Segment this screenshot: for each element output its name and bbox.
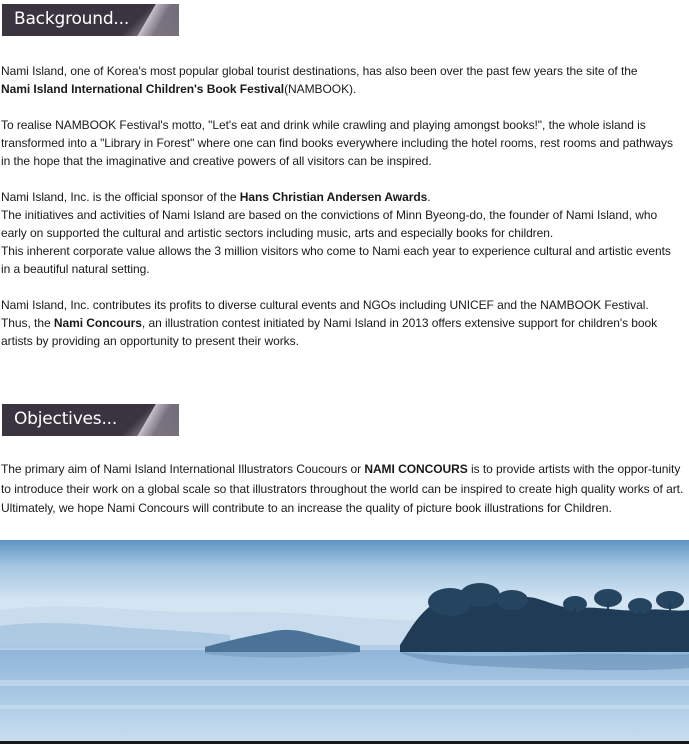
- objectives-heading: Objectives...: [14, 409, 118, 429]
- andersen-awards: Hans Christian Andersen Awards: [239, 190, 428, 204]
- bg-p1-text: Nami Island, one of Korea's most popular global tourist destinations, has also been over the past few years the site of the: [1, 64, 638, 78]
- background-paragraph-1: [1, 62, 689, 98]
- bg-p3-period: .: [427, 190, 431, 204]
- bg-p4-rest: , an illustration contest initiated by Nami Island in 2013 offers extensive support for children's book artists by providing an opportunity to present their works.: [1, 316, 658, 348]
- background-heading: Background...: [14, 9, 130, 29]
- background-paragraph-4: [1, 296, 689, 350]
- festival-name: Nami Island International Children's Book Festival: [1, 82, 285, 96]
- background-heading-banner: [2, 4, 179, 36]
- bg-p1-abbr: (NAMBOOK).: [284, 82, 357, 96]
- bg-p3-value: This inherent corporate value allows the 3 million visitors who come to Nami each year to experience cultural and artistic events in a beautiful natural setting.: [1, 244, 671, 276]
- objectives-heading-banner: [2, 404, 179, 436]
- bg-p3-initiatives: The initiatives and activities of Nami Island are based on the convictions of Minn Byeong-do, the founder of Nami Island, who early on supported the cultural and artistic sectors including music, arts and especially books for children.: [1, 208, 658, 240]
- nami-concours-name: Nami Concours: [53, 316, 142, 330]
- bg-p4-text: Nami Island, Inc. contributes its profits to diverse cultural events and NGOs including UNICEF and the NAMBOOK Festival.: [1, 298, 649, 312]
- bg-p4-thus: Thus, the: [1, 316, 51, 330]
- background-paragraph-2: To realise NAMBOOK Festival's motto, "Let's eat and drink while crawling and playing amongst books!", the whole island is transformed into a "Library in Forest" where one can find books everywhere including the hotel rooms, rest rooms and pathways in the hope that the imaginative and creative powers of all visitors can be inspired.: [1, 118, 673, 168]
- background-paragraph-3: [1, 188, 681, 278]
- nami-concours-caps: NAMI CONCOURS: [364, 462, 468, 476]
- bg-p3-text: Nami Island, Inc. is the official sponsor of the: [1, 190, 237, 204]
- lake-landscape-photo: [0, 540, 689, 742]
- obj-rest: is to provide artists with the oppor-tunity to introduce their work on a global scale so that illustrators throughout the world can be inspired to create high quality works of art. Ultimately, we hope Nami Concours will contribute to an increase the quality of picture book illustrations for Children.: [1, 462, 684, 515]
- objectives-paragraph: [1, 460, 685, 519]
- obj-text: The primary aim of Nami Island International Illustrators Coucours or: [1, 462, 362, 476]
- lake-landscape-illustration: [0, 540, 689, 742]
- banner-accent: [133, 4, 179, 36]
- banner-accent: [133, 404, 179, 436]
